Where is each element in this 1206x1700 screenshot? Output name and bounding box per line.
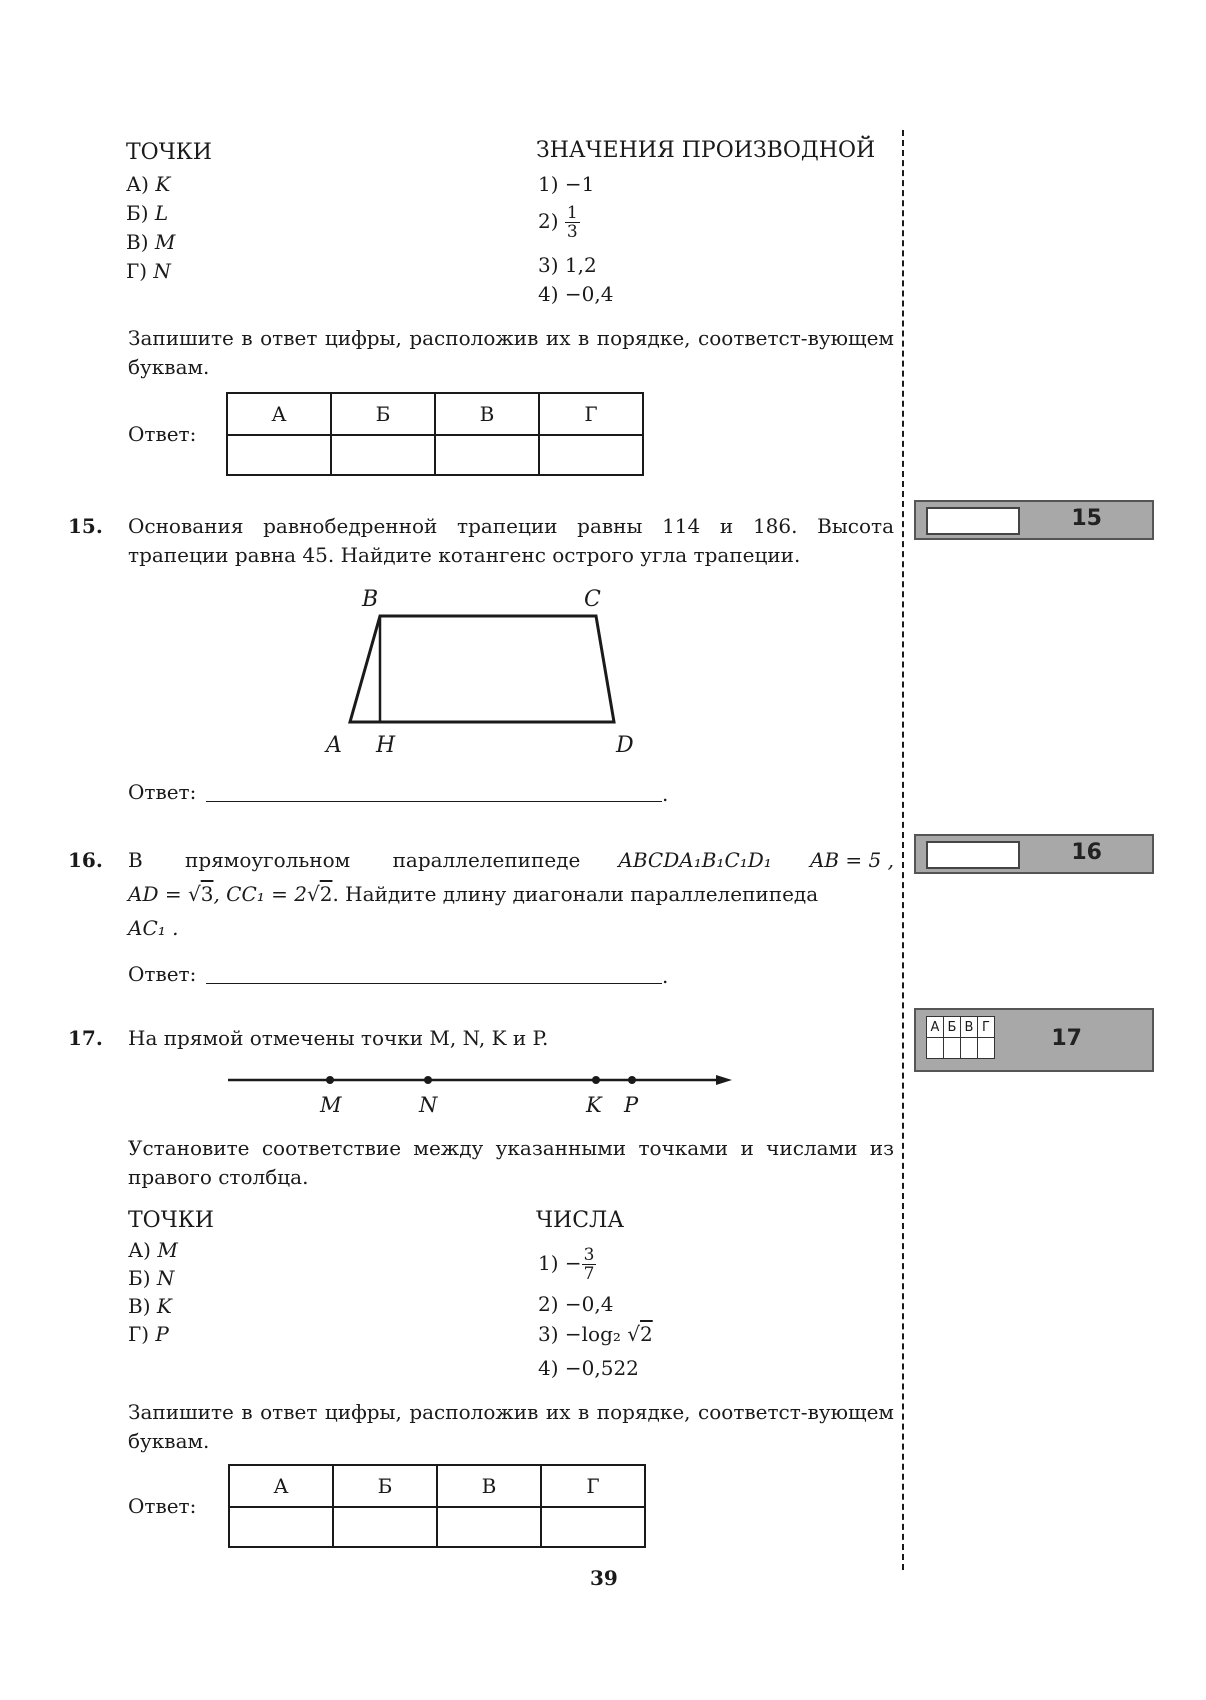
point-label: N — [419, 1093, 438, 1117]
answer-column-header: Б — [331, 393, 435, 435]
answer-box-field[interactable] — [926, 841, 1020, 869]
answer-column-header: А — [227, 393, 331, 435]
answer-cell[interactable] — [229, 1507, 333, 1547]
point-p — [628, 1076, 636, 1084]
cut-line — [902, 130, 904, 1570]
task-text: В прямоугольном параллелепипеде — [128, 848, 581, 872]
task-text-line: AD = √3, CC₁ = 2√2. Найдите длину диагонали параллелепипеда — [128, 882, 819, 906]
answer-cell[interactable] — [435, 435, 539, 475]
answer-cell[interactable] — [333, 1507, 437, 1547]
answer-table — [228, 1464, 646, 1548]
trapezoid-figure — [300, 580, 660, 760]
task-text-line — [128, 846, 894, 875]
point-row: А) M — [128, 1238, 178, 1262]
answer-box-17 — [914, 1008, 1154, 1072]
answer-box-16 — [914, 834, 1154, 874]
page-number: 39 — [590, 1566, 618, 1590]
answer-column-header: В — [437, 1465, 541, 1507]
point-label: P — [624, 1093, 639, 1117]
point-row: Г) P — [128, 1322, 169, 1346]
answer-label: Ответ: — [128, 422, 197, 446]
answer-box-number: 16 — [1071, 840, 1102, 865]
edge-ab: AB = 5 , — [809, 848, 894, 872]
vertex-label: H — [376, 733, 396, 758]
answer-label: Ответ: — [128, 780, 197, 804]
trapezoid — [350, 616, 614, 722]
answer-cell[interactable] — [437, 1507, 541, 1547]
answer-cell[interactable] — [541, 1507, 645, 1547]
value-row: 1) − $\frac{3}{7}$ — [538, 1245, 595, 1284]
answer-cell[interactable] — [539, 435, 643, 475]
numbers-header: ЧИСЛА — [536, 1208, 625, 1233]
answer-box-number: 17 — [1051, 1026, 1082, 1051]
point-row: А) K — [126, 172, 171, 196]
point-n — [424, 1076, 432, 1084]
point-k — [592, 1076, 600, 1084]
instruction-text: Запишите в ответ цифры, расположив их в порядке, соответст-вующем буквам. — [128, 1400, 894, 1453]
answer-cell[interactable] — [227, 435, 331, 475]
shape-name: ABCDA₁B₁C₁D₁ — [618, 848, 772, 872]
point-row: Б) L — [126, 201, 169, 225]
answer-table — [226, 392, 644, 476]
vertex-label: C — [584, 587, 601, 612]
vertex-label: B — [362, 587, 379, 612]
point-row: Г) N — [126, 259, 171, 283]
answer-column-header: Г — [541, 1465, 645, 1507]
task-text: Основания равнобедренной трапеции равны 114 и 186. Высота трапеции равна 45. Найдите котангенс острого угла трапеции. — [128, 514, 894, 567]
derivative-header: ЗНАЧЕНИЯ ПРОИЗВОДНОЙ — [536, 138, 876, 163]
value-row: 3) −log₂ √2 — [538, 1322, 653, 1346]
task-number: 15. — [68, 514, 103, 538]
points-header: ТОЧКИ — [128, 1208, 214, 1233]
value-row: 3) 1,2 — [538, 253, 597, 277]
value-row: 4) −0,522 — [538, 1356, 639, 1380]
instruction-text: Установите соответствие между указанными точками и числами из правого столбца. — [128, 1136, 894, 1189]
answer-label: Ответ: — [128, 962, 197, 986]
answer-column-header: Б — [333, 1465, 437, 1507]
answer-label: Ответ: — [128, 1494, 197, 1518]
answer-line[interactable] — [206, 982, 662, 984]
points-header: ТОЧКИ — [126, 140, 212, 165]
answer-box-field[interactable] — [926, 507, 1020, 535]
arrow-head — [716, 1075, 732, 1085]
task-number: 17. — [68, 1026, 103, 1050]
point-label: K — [586, 1093, 602, 1117]
answer-column-header: А — [229, 1465, 333, 1507]
value-row: 1) −1 — [538, 172, 595, 196]
answer-column-header: В — [435, 393, 539, 435]
answer-period: . — [662, 964, 669, 988]
vertex-label: A — [326, 733, 342, 758]
point-row: В) M — [126, 230, 176, 254]
instruction-text: Запишите в ответ цифры, расположив их в порядке, соответст-вующем буквам. — [128, 326, 894, 379]
answer-box-number: 15 — [1071, 506, 1102, 531]
answer-column-header: Г — [539, 393, 643, 435]
diagonal-name: AC₁ . — [128, 916, 179, 940]
answer-box-15 — [914, 500, 1154, 540]
point-row: Б) N — [128, 1266, 175, 1290]
task-number: 16. — [68, 848, 103, 872]
value-row: 4) −0,4 — [538, 282, 614, 306]
point-row: В) K — [128, 1294, 172, 1318]
task-text: На прямой отмечены точки M, N, K и P. — [128, 1026, 549, 1050]
answer-line[interactable] — [206, 800, 662, 802]
vertex-label: D — [616, 733, 634, 758]
point-m — [326, 1076, 334, 1084]
point-label: M — [320, 1093, 342, 1117]
answer-period: . — [662, 782, 669, 806]
value-row: 2) $\frac{1}{3}$ — [538, 203, 578, 242]
value-row: 2) −0,4 — [538, 1292, 614, 1316]
number-line — [222, 1068, 742, 1118]
answer-cell[interactable] — [331, 435, 435, 475]
answer-box-grid: А Б В Г — [926, 1016, 995, 1059]
